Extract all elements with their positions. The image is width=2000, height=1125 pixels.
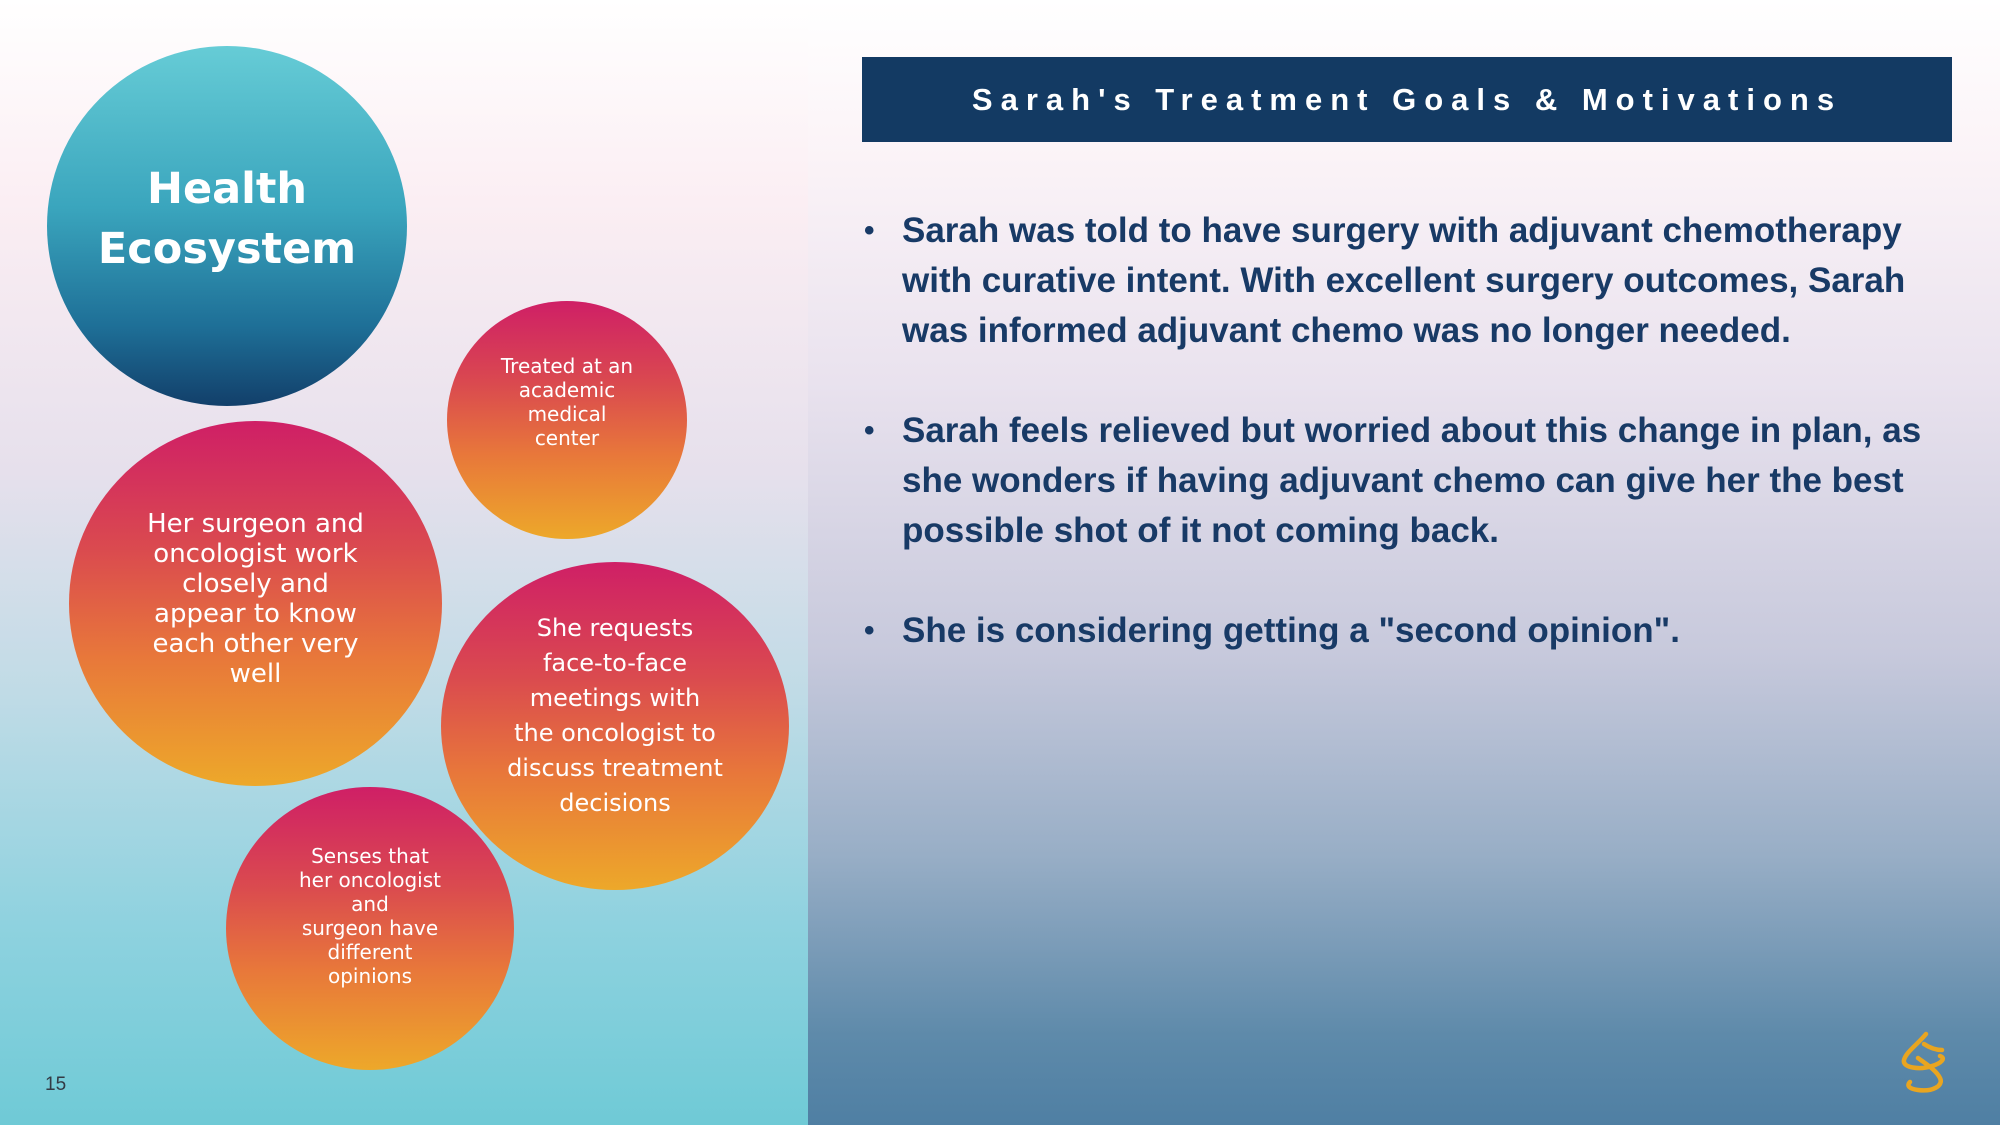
bubble-academic-center xyxy=(447,301,687,539)
bubble-surgeon-oncologist xyxy=(69,421,442,786)
page-number: 15 xyxy=(45,1074,67,1095)
bubble-text-line: different xyxy=(327,939,413,964)
bubble-text-line: her oncologist xyxy=(298,867,441,892)
bubble-text-line: appear to know xyxy=(154,598,357,629)
bubble-text-line: discuss treatment xyxy=(507,754,723,782)
bubble-text-line: the oncologist to xyxy=(514,719,716,747)
bubble-text-line: Treated at an xyxy=(500,354,634,378)
bubble-text-line: meetings with xyxy=(529,684,701,712)
bullet-item xyxy=(862,606,1972,656)
bubble-text-line: Senses that xyxy=(311,843,429,868)
bubble-text-line: center xyxy=(534,426,600,450)
bubble-text-line: She requests xyxy=(536,614,694,642)
bubble-text-line: surgeon have xyxy=(301,915,439,940)
bubble-text-line: academic xyxy=(518,378,616,402)
bubble-text-line: closely and xyxy=(182,568,329,599)
bullet-icon: • xyxy=(864,614,875,647)
bubble-different-opinions xyxy=(226,787,514,1070)
heading-line: Health xyxy=(146,164,308,214)
bubble-text-line: decisions xyxy=(559,789,671,817)
bullet-item xyxy=(862,206,1972,356)
bubble-text-line: medical xyxy=(527,402,607,426)
bullet-list xyxy=(862,206,1972,706)
bullet-text: Sarah was told to have surgery with adjuvant chemotherapy with curative intent. With excellent surgery outcomes, Sarah was informed adjuvant chemo was no longer needed. xyxy=(902,211,1906,350)
heading-line: Ecosystem xyxy=(97,224,357,274)
astrazeneca-logo-icon xyxy=(1896,1030,1954,1096)
bullet-text: Sarah feels relieved but worried about this change in plan, as she wonders if having adjuvant chemo can give her the best possible shot of it not coming back. xyxy=(902,411,1922,550)
bubble-text-line: Her surgeon and xyxy=(147,508,364,539)
bubble-text-line: and xyxy=(351,891,389,916)
bubble-text-line: each other very xyxy=(152,628,359,659)
bubble-text-line: well xyxy=(229,658,282,689)
bullet-icon: • xyxy=(864,214,875,247)
health-ecosystem-bubble xyxy=(47,46,407,406)
slide-title: Sarah's Treatment Goals & Motivations xyxy=(862,57,1952,142)
bullet-icon: • xyxy=(864,414,875,447)
bubble-text-line: face-to-face xyxy=(542,649,688,677)
bubble-text-line: oncologist work xyxy=(153,538,358,569)
bubble-text-line: opinions xyxy=(327,963,413,988)
bullet-item xyxy=(862,406,1972,556)
health-ecosystem-heading xyxy=(98,159,356,279)
bullet-text: She is considering getting a "second opinion". xyxy=(902,611,1680,650)
bubble-face-to-face xyxy=(441,562,789,890)
